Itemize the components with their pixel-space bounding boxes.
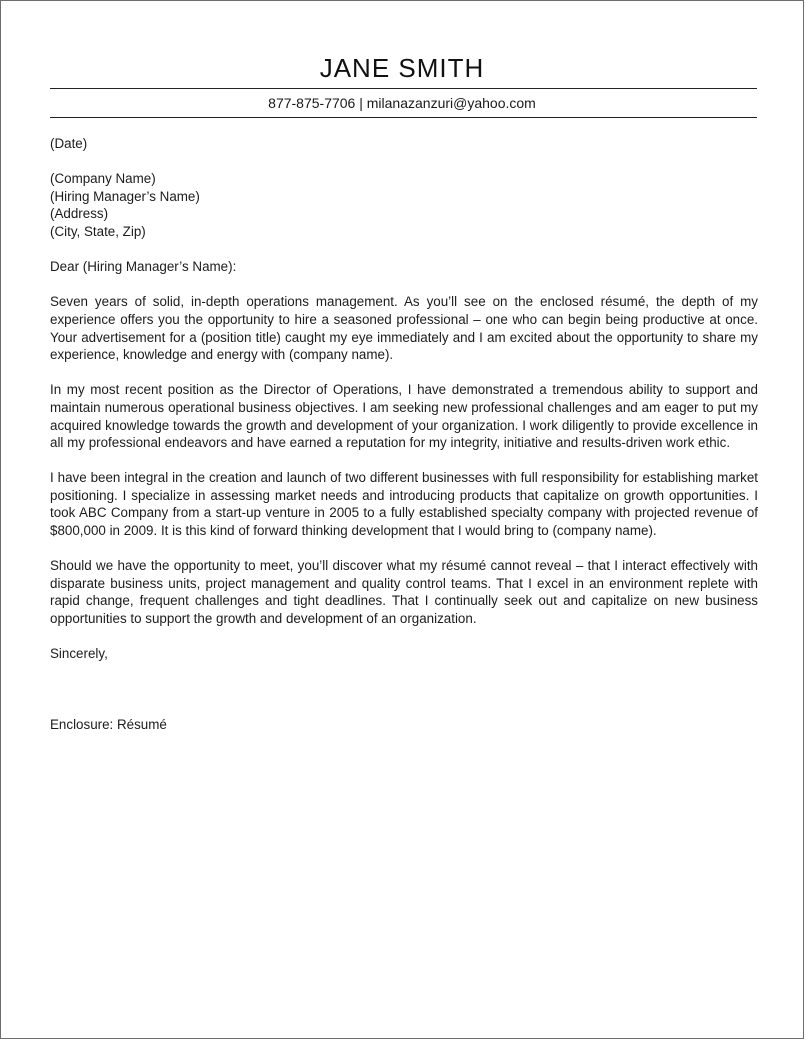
address-line: (Company Name) <box>50 171 156 187</box>
header-divider-bottom <box>50 117 757 118</box>
address-line: (City, State, Zip) <box>50 223 146 239</box>
letter-body <box>50 135 758 733</box>
address-line: (Address) <box>50 206 109 222</box>
address-line: (Hiring Manager’s Name) <box>50 188 200 204</box>
letter-date: (Date) <box>50 136 88 151</box>
header-divider-top <box>50 88 757 89</box>
paragraph: Seven years of solid, in-depth operations management. As you’ll see on the enclosed résumé, the depth of my experience offers you the opportunity to hire a seasoned professional – one who can begin being productive at once. Your advertisement for a (position title) caught my eye immediately and I am excited about the opportunity to share my experience, knowledge and energy with (company name). <box>50 294 758 363</box>
enclosure-note: Enclosure: Résumé <box>50 716 167 732</box>
salutation: Dear (Hiring Manager’s Name): <box>50 259 237 275</box>
applicant-name: JANE SMITH <box>319 53 485 83</box>
contact-line: 877-875-7706 | milanazanzuri@yahoo.com <box>268 95 536 111</box>
paragraph: I have been integral in the creation and launch of two different businesses with full responsibility for establishing market positioning. I specialize in assessing market needs and introducing products that capitalize on growth opportunities. I took ABC Company from a start-up venture in 2005 to a fully established specialty company with projected revenue of $800,000 in 2009. It is this kind of forward thinking development that I would bring to (company name). <box>50 470 758 539</box>
paragraph: In my most recent position as the Director of Operations, I have demonstrated a tremendous ability to support and maintain numerous operational business objectives. I am seeking new professional challenges and am eager to put my acquired knowledge towards the growth and development of your organization. I work diligently to provide excellence in all my professional endeavors and have earned a reputation for my integrity, initiative and results-driven work ethic. <box>50 382 758 451</box>
recipient-address <box>50 170 758 240</box>
closing: Sincerely, <box>50 646 108 662</box>
paragraph: Should we have the opportunity to meet, you’ll discover what my résumé cannot reveal – that I interact effectively with disparate business units, project management and quality control teams. That I excel in an environment replete with rapid change, frequent challenges and tight deadlines. That I continually seek out and capitalize on new business opportunities to support the growth and development of an organization. <box>50 558 758 627</box>
